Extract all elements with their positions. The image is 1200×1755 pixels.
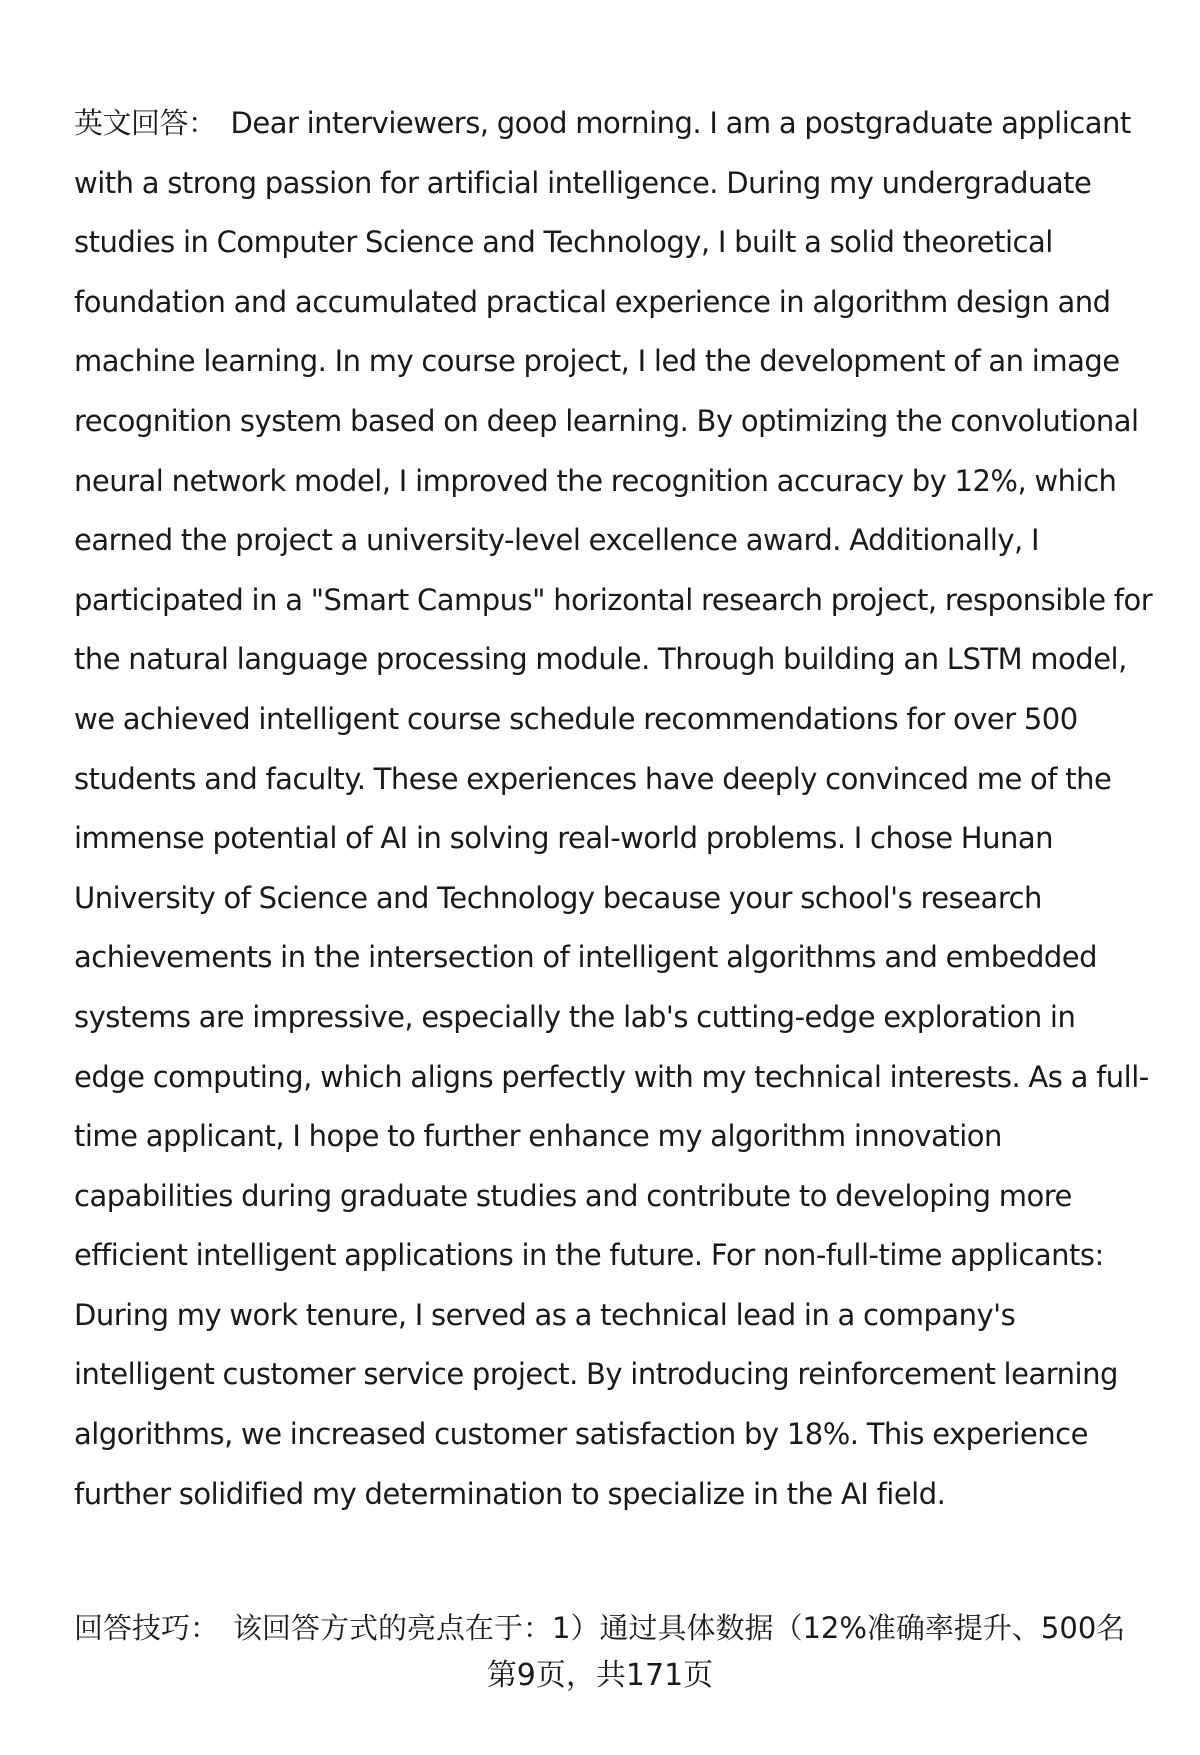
answer-section [74,94,1154,1524]
answer-label: 英文回答： [74,106,217,140]
tips-section [74,1598,1154,1658]
answer-paragraph [74,94,1154,1524]
tips-label: 回答技巧： [74,1611,220,1645]
answer-text: Dear interviewers, good morning. I am a postgraduate applicant with a strong passion for artificial intelligence. During my undergraduate studies in Computer Science and Technology, I built a solid theoretical foundation and accumulated practical experience in algorithm design and machine learning. In my course project, I led the development of an image recognition system based on deep learning. By optimizing the convolutional neural network model, I improved the recognition accuracy by 12%, which earned the project a university-level excellence award. Additionally, I participated in a "Smart Campus" horizontal research project, responsible for the natural language processing module. Through building an LSTM model, we achieved intelligent course schedule recommendations for over 500 students and faculty. These experiences have deeply convinced me of the immense potential of AI in solving real-world problems. I chose Hunan University of Science and Technology because your school's research achievements in the intersection of intelligent algorithms and embedded systems are impressive, especially the lab's cutting-edge exploration in edge computing, which aligns perfectly with my technical interests. As a full-time applicant, I hope to further enhance my algorithm innovation capabilities during graduate studies and contribute to developing more efficient intelligent applications in the future. For non-full-time applicants: During my work tenure, I served as a technical lead in a company's intelligent customer service project. By introducing reinforcement learning algorithms, we increased customer satisfaction by 18%. This experience further solidified my determination to specialize in the AI field. [74,106,1153,1511]
page-footer: 第9页，共171页 [486,1658,714,1693]
tips-text: 该回答方式的亮点在于：1）通过具体数据（12%准确率提升、500名 [233,1611,1126,1645]
